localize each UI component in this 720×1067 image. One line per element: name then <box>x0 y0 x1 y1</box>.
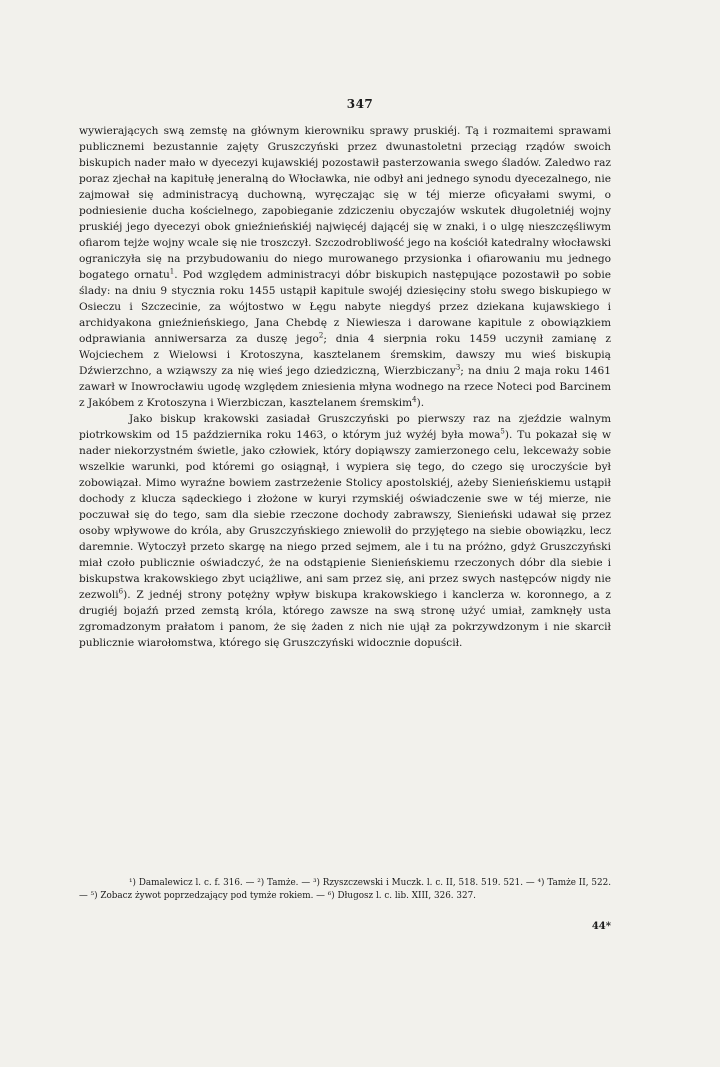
footnote-block: ¹) Damalewicz l. c. f. 316. — ²) Tamże. — ³) Rzyszczewski i Muczk. l. c. II, 518. 519. 521. — ⁴) Tamże II, 522. — ⁵) Zobacz żywot poprzedzający pod tymże rokiem. — ⁶) Długosz l. c. lib. XIII, 326. 327. <box>79 878 611 901</box>
footnote-ref-2: 2 <box>318 331 324 340</box>
page-number: 347 <box>346 97 374 111</box>
paragraph-1: wywierających swą zemstę na głównym kierowniku sprawy pruskiéj. Tą i rozmaitemi sprawami publicznemi bezustannie zajęty Gruszczyński przez dwunastoletni przeciąg rządów swoich biskupich nader mało w dyecezyi kujawskiéj pozostawił pasterzowania swego śladów. Zaledwo raz poraz zjechał na kapitułę jeneralną do Włocławka, nie odbył ani jednego synodu dyecezalnego, nie zajmował się administracyą duchowną, wyręczając się w téj mierze oficyałami swymi, o podniesienie ducha kościelnego, zapobieganie zdziczeniu obyczajów wskutek długoletniéj wojny pruskiéj jego dyecezyi obok gnieźnieńskiéj najwięcéj dającéj się w znaki, i o ulgę nieszczęśliwym ofiarom tejże wojny wcale się nie troszczył. Szczodrobliwość jego na kościół katedralny włocławski ograniczyła się na przybudowaniu do niego murowanego przysionka i ofiarowaniu mu jednego bogatego ornatu$^1$. Pod względem administracyi dóbr biskupich następujące pozostawił po sobie ślady: na dniu 9 stycznia roku 1455 ustąpił kapitule swojéj dziesięciny stołu swego biskupiego w Osieczu i Szczecinie, za wójtostwo w Łęgu nabyte niegdyś przez dziekana kujawskiego i archidyakona gnieźnieńskiego, Jana Chebdę z Niewiesza i darowane kapitule z obowiązkiem odprawiania anniwersarza za duszę jego$^2$; dnia 4 sierpnia roku 1459 uczynił zamianę z Wojciechem z Wielowsi i Krotoszyna, kasztelanem śremskim, dawszy mu wieś biskupią Dźwierzchno, a wziąwszy za nię wieś jego dziedziczną, Wierzbiczany$^3$; na dniu 2 maja roku 1461 zawarł w Inowrocławiu ugodę względem zniesienia młyna wodnego na rzece Noteci pod Barcinem z Jakóbem z Krotoszyna i Wierzbiczan, kasztelanem śremskim$^4$). <box>79 125 612 409</box>
main-text <box>79 123 611 651</box>
footnote-ref-6: 6 <box>118 587 124 596</box>
footnote-ref-5: 5 <box>500 427 505 436</box>
footnote-ref-1: 1 <box>169 267 175 276</box>
footnote-ref-4: 4 <box>412 395 417 404</box>
footnotes <box>79 877 611 903</box>
paragraph-2: Jako biskup krakowski zasiadał Gruszczyński po pierwszy raz na zjeździe walnym piotrkowskim od 15 października roku 1463, o którym już wyżéj była mowa$^5$). Tu pokazał się w nader niekorzystném świetle, jako człowiek, który dopiąwszy zamierzonego celu, lekceważy sobie wszelkie warunki, pod któremi go osiągnął, i wypiera się tego, do czego się uroczyście był zobowiązał. Mimo wyraźne bowiem zastrzeżenie Stolicy apostolskiéj, ażeby Sienieńskiemu ustąpił dochody z klucza sądeckiego i złożone w kuryi rzymskiéj oświadczenie swe w téj mierze, nie poczuwał się do tego, sam dla siebie rzeczone dochody zabrawszy, Sienieński udawał się przez osoby wpływowe do króla, aby Gruszczyńskiego zniewolił do przyjętego na siebie obowiązku, lecz daremnie. Wytoczył przeto skargę na niego przed sejmem, ale i tu na próżno, gdyż Gruszczyński miał czoło publicznie oświadczyć, że na odstąpienie Sienieńskiemu rzeczonych dóbr dla siebie i biskupstwa krakowskiego zbyt uciążliwe, ani sam przez się, ani przez swych następców nigdy nie zezwoli$^6$). Z jednéj strony potężny wpływ biskupa krakowskiego i kanclerza w. koronnego, a z drugiéj bojaźń przed zemstą króla, którego zawsze na swą stronę użyć umiał, zamknęły usta zgromadzonym prałatom i panom, że się żaden z nich nie ujął za pokrzywdzonym i nie skarcił publicznie wiarołomstwa, którego się Gruszczyński widocznie dopuścił. <box>79 413 612 649</box>
printer-signature: 44* <box>591 921 611 932</box>
footnote-ref-3: 3 <box>455 363 461 372</box>
